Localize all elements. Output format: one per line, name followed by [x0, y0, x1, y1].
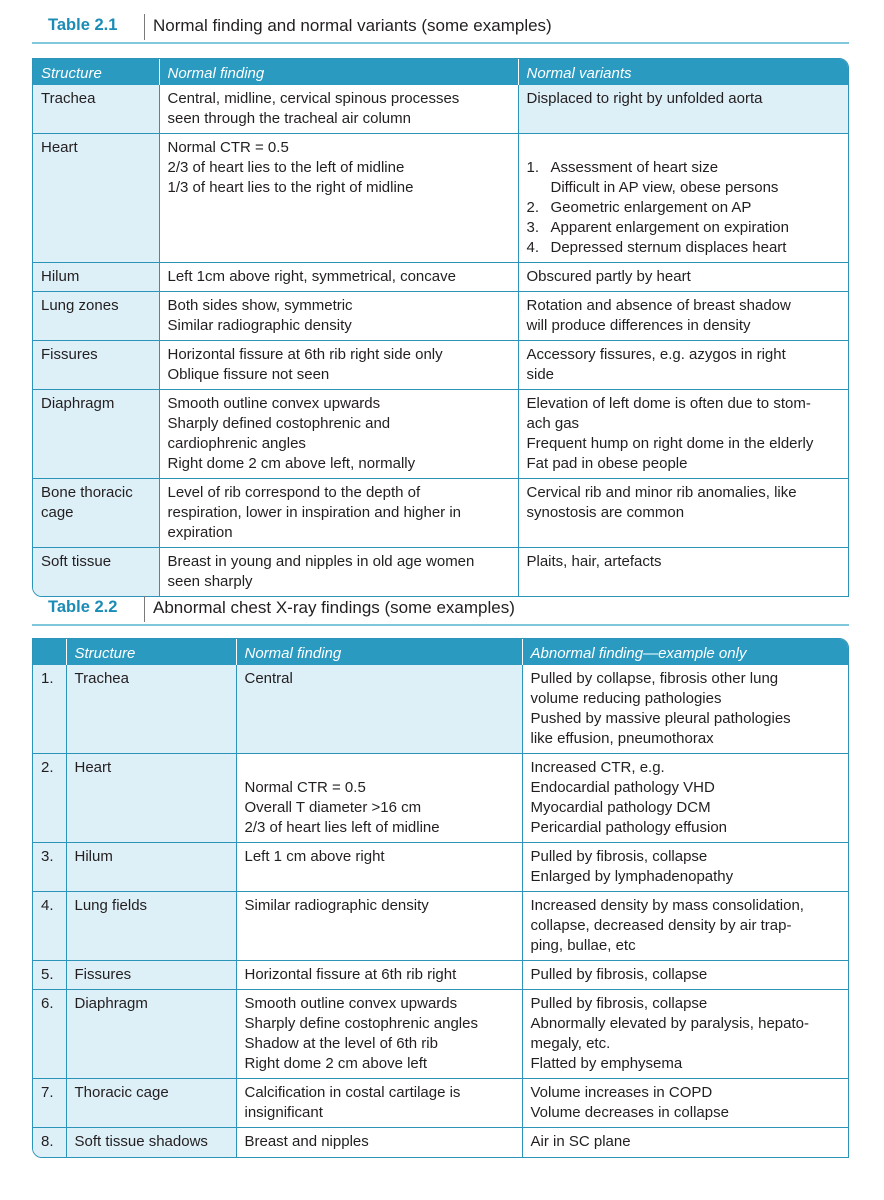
list-item: Difficult in AP view, obese persons [550, 179, 779, 196]
table-row [33, 754, 848, 843]
table-2-2-caption [32, 596, 849, 626]
row-number-cell: 6. [33, 990, 66, 1079]
abnormal-finding-cell: Pulled by fibrosis, collapse [522, 961, 848, 990]
row-number-cell: 4. [33, 892, 66, 961]
normal-variants-cell: Plaits, hair, artefacts [518, 548, 848, 597]
table-row [33, 1128, 848, 1157]
structure-cell: Fissures [33, 341, 159, 390]
normal-finding-cell: Calcification in costal cartilage is insignificant [236, 1079, 522, 1128]
normal-finding-cell: Level of rib correspond to the depth of respiration, lower in inspiration and higher in expiration [159, 479, 518, 548]
row-number-cell: 2. [33, 754, 66, 843]
normal-finding-cell: Left 1cm above right, symmetrical, concave [159, 263, 518, 292]
table-2-2 [32, 638, 849, 1158]
abnormal-finding-cell: Volume increases in COPD Volume decreases in collapse [522, 1079, 848, 1128]
normal-variants-cell [518, 134, 848, 263]
normal-finding-cell: Horizontal fissure at 6th rib right [236, 961, 522, 990]
structure-cell: Hilum [33, 263, 159, 292]
normal-finding-cell: Breast and nipples [236, 1128, 522, 1157]
normal-finding-cell: Central [236, 665, 522, 754]
table-2-1 [32, 58, 849, 597]
structure-cell: Thoracic cage [66, 1079, 236, 1128]
abnormal-finding-cell: Increased CTR, e.g. Endocardial pathology VHD Myocardial pathology DCM Pericardial pathology effusion [522, 754, 848, 843]
structure-cell: Hilum [66, 843, 236, 892]
table-row [33, 134, 848, 263]
normal-finding-cell: Horizontal fissure at 6th rib right side only Oblique fissure not seen [159, 341, 518, 390]
table-row [33, 479, 848, 548]
table-row [33, 341, 848, 390]
structure-cell: Fissures [66, 961, 236, 990]
normal-variants-cell: Rotation and absence of breast shadow will produce differences in density [518, 292, 848, 341]
table-row [33, 892, 848, 961]
normal-variants-cell: Accessory fissures, e.g. azygos in right side [518, 341, 848, 390]
list-item: 3. Apparent enlargement on expiration [526, 219, 789, 236]
abnormal-finding-cell: Air in SC plane [522, 1128, 848, 1157]
abnormal-finding-cell: Pulled by collapse, fibrosis other lung volume reducing pathologies Pushed by massive pleural pathologies like effusion, pneumothorax [522, 665, 848, 754]
structure-cell: Heart [33, 134, 159, 263]
row-number-cell: 8. [33, 1128, 66, 1157]
structure-cell: Lung fields [66, 892, 236, 961]
row-number-cell: 7. [33, 1079, 66, 1128]
list-item: 4. Depressed sternum displaces heart [526, 239, 787, 256]
table-2-1-number: Table 2.1 [48, 16, 118, 34]
table-2-1-title: Normal finding and normal variants (some examples) [153, 16, 552, 35]
table-2-1-caption [32, 14, 849, 44]
table-2-2-header-row [33, 639, 848, 665]
row-number-cell: 3. [33, 843, 66, 892]
table-row [33, 665, 848, 754]
column-header-structure: Structure [33, 59, 159, 85]
normal-finding-cell: Left 1 cm above right [236, 843, 522, 892]
table-2-2-number: Table 2.2 [48, 598, 118, 616]
table-row [33, 961, 848, 990]
table-row [33, 843, 848, 892]
row-number-cell: 5. [33, 961, 66, 990]
normal-variants-cell: Elevation of left dome is often due to stom- ach gas Frequent hump on right dome in the elderly Fat pad in obese people [518, 390, 848, 479]
normal-finding-cell: Smooth outline convex upwards Sharply define costophrenic angles Shadow at the level of 6th rib Right dome 2 cm above left [236, 990, 522, 1079]
column-header-abnormal-finding: Abnormal finding—example only [522, 639, 848, 665]
list-item: 1. Assessment of heart size [526, 159, 719, 176]
structure-cell: Diaphragm [66, 990, 236, 1079]
table-row [33, 548, 848, 597]
structure-cell: Soft tissue shadows [66, 1128, 236, 1157]
column-header-number [33, 639, 66, 665]
abnormal-finding-cell: Pulled by fibrosis, collapse Abnormally elevated by paralysis, hepato- megaly, etc. Flatted by emphysema [522, 990, 848, 1079]
normal-variants-cell: Obscured partly by heart [518, 263, 848, 292]
normal-finding-cell: Normal CTR = 0.5 2/3 of heart lies to the left of midline 1/3 of heart lies to the right of midline [159, 134, 518, 263]
table-row [33, 990, 848, 1079]
structure-cell: Bone thoracic cage [33, 479, 159, 548]
column-header-normal-finding: Normal finding [236, 639, 522, 665]
normal-variants-cell: Displaced to right by unfolded aorta [518, 85, 848, 134]
table-row [33, 85, 848, 134]
table-2-2-title: Abnormal chest X-ray findings (some examples) [153, 598, 515, 617]
structure-cell: Soft tissue [33, 548, 159, 597]
table-row [33, 1079, 848, 1128]
column-header-normal-variants: Normal variants [518, 59, 848, 85]
structure-cell: Trachea [66, 665, 236, 754]
structure-cell: Trachea [33, 85, 159, 134]
normal-variants-cell: Cervical rib and minor rib anomalies, like synostosis are common [518, 479, 848, 548]
structure-cell: Heart [66, 754, 236, 843]
row-number-cell: 1. [33, 665, 66, 754]
column-header-normal-finding: Normal finding [159, 59, 518, 85]
normal-finding-cell: Similar radiographic density [236, 892, 522, 961]
caption-divider [144, 14, 145, 40]
normal-finding-cell: Smooth outline convex upwards Sharply defined costophrenic and cardiophrenic angles Right dome 2 cm above left, normally [159, 390, 518, 479]
table-2-1-header-row [33, 59, 848, 85]
structure-cell: Diaphragm [33, 390, 159, 479]
normal-finding-cell: Normal CTR = 0.5 Overall T diameter >16 cm 2/3 of heart lies left of midline [236, 754, 522, 843]
normal-finding-cell: Both sides show, symmetric Similar radiographic density [159, 292, 518, 341]
normal-finding-cell: Central, midline, cervical spinous processes seen through the tracheal air column [159, 85, 518, 134]
column-header-structure: Structure [66, 639, 236, 665]
abnormal-finding-cell: Pulled by fibrosis, collapse Enlarged by lymphadenopathy [522, 843, 848, 892]
abnormal-finding-cell: Increased density by mass consolidation, collapse, decreased density by air trap- ping, bullae, etc [522, 892, 848, 961]
table-row [33, 390, 848, 479]
caption-divider [144, 596, 145, 622]
normal-finding-cell: Breast in young and nipples in old age women seen sharply [159, 548, 518, 597]
structure-cell: Lung zones [33, 292, 159, 341]
list-item: 2. Geometric enlargement on AP [526, 199, 752, 216]
table-row [33, 263, 848, 292]
table-row [33, 292, 848, 341]
